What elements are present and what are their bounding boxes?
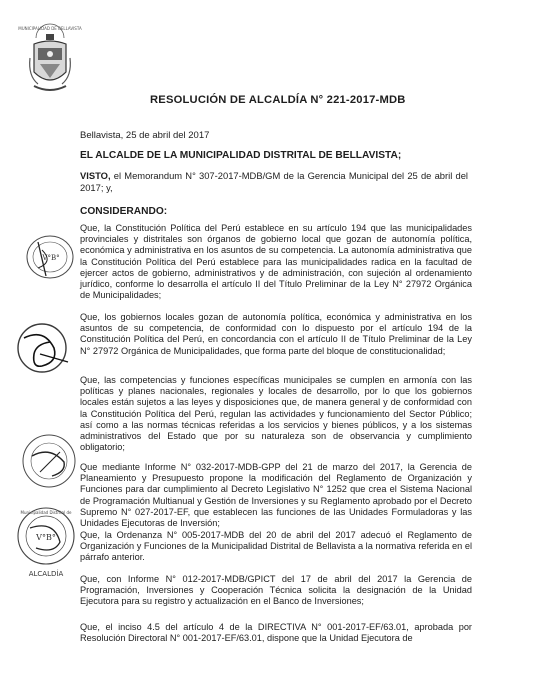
paragraph-7: Que, el inciso 4.5 del artículo 4 de la DIRECTIVA N° 001-2017-EF/63.01, aprobada por Resolución Directoral N° 001-2017-EF/63.01, dispone que la Unidad Ejecutora de: [80, 622, 472, 644]
resolution-title: RESOLUCIÓN DE ALCALDÍA N° 221-2017-MDB: [150, 94, 406, 106]
visto-text: el Memorandum N° 307-2017-MDB/GM de la Gerencia Municipal del 25 de abril del 2017; y,: [80, 170, 468, 193]
round-seal-stamp: [20, 432, 78, 490]
considerando-heading: CONSIDERANDO:: [80, 206, 168, 217]
paragraph-4: Que mediante Informe N° 032-2017-MDB-GPP del 21 de marzo del 2017, la Gerencia de Planeamiento y Presupuesto propone la modificación del Reglamento de Organización y Funciones para dar cumplimiento al Decreto Legislativo N° 1252 que crea el Sistema Nacional de Programación Multianual y Gestión de Inversiones y su Reglamento aprobado por el Decreto Supremo N° 027-2017-EF, que establecen las funciones de las Unidades Formuladoras y las Unidades Ejecutoras de Inversión;: [80, 462, 472, 529]
visto-paragraph: [80, 170, 468, 193]
paragraph-1: Que, la Constitución Política del Perú establece en su artículo 194 que las municipalidades provinciales y distritales son órganos de gobierno local que gozan de autonomía política, económica y administrativa en los asuntos de su competencia. La autonomía administrativa que la Constitución Política del Perú establece para las municipalidades radica en la facultad de ejercer actos de gobierno, administrativos y de administración, con sujeción al ordenamiento jurídico, conforme lo desarrolla el artículo II del Título Preliminar de la Ley N° 27972 Orgánica de Municipalidades;: [80, 223, 472, 301]
approval-seal-stamp: [24, 232, 78, 282]
mayor-seal-center-text: V°B°: [36, 533, 56, 542]
visto-label: VISTO,: [80, 170, 111, 181]
mayor-heading: EL ALCALDE DE LA MUNICIPALIDAD DISTRITAL DE BELLAVISTA;: [80, 150, 402, 161]
paragraph-6: Que, con Informe N° 012-2017-MDB/GPICT del 17 de abril del 2017 la Gerencia de Programación, Inversiones y Cooperación Técnica solicita la designación de la Unidad Ejecutora para su registro y actualización en el Banco de Inversiones;: [80, 574, 472, 607]
seal-vobo-text: V°B°: [42, 254, 60, 262]
mayor-seal-ring-text: Municipalidad Distrital de: [20, 510, 72, 515]
crest-ring-text: MUNICIPALIDAD DE BELLAVISTA: [18, 26, 82, 31]
municipal-crest-logo: [18, 18, 82, 100]
date-line: Bellavista, 25 de abril del 2017: [80, 130, 210, 141]
paragraph-3: Que, las competencias y funciones específicas municipales se cumplen en armonía con las políticas y planes nacionales, regionales y locales de desarrollo, por lo que los gobiernos locales están sujetos a las leyes y disposiciones que, de manera general y de conformidad con la Constitución Política del Perú, regulan las actividades y funcionamiento del Sector Público; así como a las normas técnicas referidas a los servicios y bienes públicos, y a los sistemas administrativos del Estado que por su naturaleza son de observancia y cumplimiento obligatorio;: [80, 375, 472, 453]
mayor-office-seal: [14, 498, 80, 582]
signature-mark: [14, 318, 74, 378]
paragraph-5: Que, la Ordenanza N° 005-2017-MDB del 20 de abril del 2017 adecuó el Reglamento de Organización y Funciones de la Municipalidad Distrital de Bellavista a la normativa referida en el párrafo anterior.: [80, 530, 472, 563]
paragraph-2: Que, los gobiernos locales gozan de autonomía política, económica y administrativa en los asuntos de su competencia, de conformidad con lo dispuesto por el artículo 194 de la Constitución Política del Perú, en concordancia con el artículo II de Título Preliminar de la Ley N° 27972 Orgánica de Municipalidades, que forma parte del bloque de constitucionalidad;: [80, 312, 472, 356]
mayor-seal-bottom-text: ALCALDÍA: [28, 570, 64, 578]
